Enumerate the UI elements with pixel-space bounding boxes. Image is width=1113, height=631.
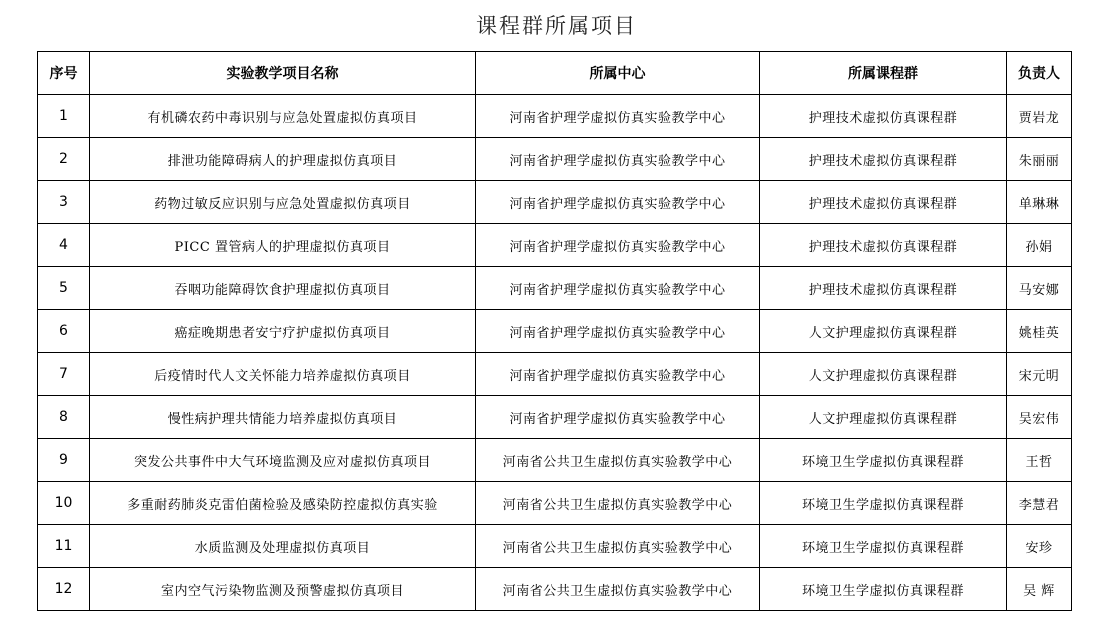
cell-index: 2 — [38, 138, 90, 181]
table-row — [38, 95, 1072, 138]
table-row — [38, 181, 1072, 224]
cell-index: 6 — [38, 310, 90, 353]
cell-project-name: 癌症晚期患者安宁疗护虚拟仿真项目 — [90, 310, 476, 353]
cell-owner: 贾岩龙 — [1007, 95, 1072, 138]
header-course-group: 所属课程群 — [760, 52, 1007, 95]
project-table — [37, 51, 1072, 611]
cell-center: 河南省公共卫生虚拟仿真实验教学中心 — [476, 568, 760, 611]
cell-center: 河南省公共卫生虚拟仿真实验教学中心 — [476, 525, 760, 568]
cell-project-name: PICC 置管病人的护理虚拟仿真项目 — [90, 224, 476, 267]
cell-owner: 朱丽丽 — [1007, 138, 1072, 181]
cell-index: 11 — [38, 525, 90, 568]
cell-course-group: 环境卫生学虚拟仿真课程群 — [760, 439, 1007, 482]
cell-project-name: 药物过敏反应识别与应急处置虚拟仿真项目 — [90, 181, 476, 224]
cell-owner: 吴 辉 — [1007, 568, 1072, 611]
cell-index: 5 — [38, 267, 90, 310]
table-row — [38, 224, 1072, 267]
cell-course-group: 环境卫生学虚拟仿真课程群 — [760, 568, 1007, 611]
cell-owner: 李慧君 — [1007, 482, 1072, 525]
cell-course-group: 护理技术虚拟仿真课程群 — [760, 138, 1007, 181]
cell-owner: 王哲 — [1007, 439, 1072, 482]
cell-center: 河南省护理学虚拟仿真实验教学中心 — [476, 310, 760, 353]
cell-owner: 安珍 — [1007, 525, 1072, 568]
header-project-name: 实验教学项目名称 — [90, 52, 476, 95]
cell-owner: 单琳琳 — [1007, 181, 1072, 224]
cell-project-name: 多重耐药肺炎克雷伯菌检验及感染防控虚拟仿真实验 — [90, 482, 476, 525]
cell-course-group: 护理技术虚拟仿真课程群 — [760, 181, 1007, 224]
cell-center: 河南省公共卫生虚拟仿真实验教学中心 — [476, 439, 760, 482]
cell-course-group: 护理技术虚拟仿真课程群 — [760, 267, 1007, 310]
cell-index: 9 — [38, 439, 90, 482]
table-row — [38, 525, 1072, 568]
cell-index: 8 — [38, 396, 90, 439]
cell-course-group: 环境卫生学虚拟仿真课程群 — [760, 482, 1007, 525]
table-row — [38, 138, 1072, 181]
cell-center: 河南省护理学虚拟仿真实验教学中心 — [476, 267, 760, 310]
cell-center: 河南省护理学虚拟仿真实验教学中心 — [476, 138, 760, 181]
table-row — [38, 482, 1072, 525]
cell-center: 河南省护理学虚拟仿真实验教学中心 — [476, 181, 760, 224]
cell-owner: 孙娟 — [1007, 224, 1072, 267]
cell-center: 河南省护理学虚拟仿真实验教学中心 — [476, 396, 760, 439]
cell-index: 4 — [38, 224, 90, 267]
cell-owner: 马安娜 — [1007, 267, 1072, 310]
table-row — [38, 267, 1072, 310]
cell-owner: 姚桂英 — [1007, 310, 1072, 353]
cell-course-group: 人文护理虚拟仿真课程群 — [760, 353, 1007, 396]
cell-project-name: 室内空气污染物监测及预警虚拟仿真项目 — [90, 568, 476, 611]
cell-course-group: 护理技术虚拟仿真课程群 — [760, 224, 1007, 267]
table-row — [38, 568, 1072, 611]
cell-project-name: 后疫情时代人文关怀能力培养虚拟仿真项目 — [90, 353, 476, 396]
cell-owner: 吴宏伟 — [1007, 396, 1072, 439]
table-row — [38, 439, 1072, 482]
table-row — [38, 310, 1072, 353]
cell-project-name: 水质监测及处理虚拟仿真项目 — [90, 525, 476, 568]
header-row — [38, 52, 1072, 95]
table-row — [38, 396, 1072, 439]
cell-course-group: 环境卫生学虚拟仿真课程群 — [760, 525, 1007, 568]
cell-index: 10 — [38, 482, 90, 525]
cell-index: 1 — [38, 95, 90, 138]
cell-center: 河南省公共卫生虚拟仿真实验教学中心 — [476, 482, 760, 525]
header-index: 序号 — [38, 52, 90, 95]
header-owner: 负责人 — [1007, 52, 1072, 95]
cell-course-group: 护理技术虚拟仿真课程群 — [760, 95, 1007, 138]
cell-center: 河南省护理学虚拟仿真实验教学中心 — [476, 95, 760, 138]
cell-course-group: 人文护理虚拟仿真课程群 — [760, 396, 1007, 439]
cell-project-name: 吞咽功能障碍饮食护理虚拟仿真项目 — [90, 267, 476, 310]
cell-project-name: 慢性病护理共情能力培养虚拟仿真项目 — [90, 396, 476, 439]
cell-center: 河南省护理学虚拟仿真实验教学中心 — [476, 224, 760, 267]
header-center: 所属中心 — [476, 52, 760, 95]
cell-project-name: 突发公共事件中大气环境监测及应对虚拟仿真项目 — [90, 439, 476, 482]
cell-project-name: 有机磷农药中毒识别与应急处置虚拟仿真项目 — [90, 95, 476, 138]
cell-index: 12 — [38, 568, 90, 611]
cell-owner: 宋元明 — [1007, 353, 1072, 396]
cell-project-name: 排泄功能障碍病人的护理虚拟仿真项目 — [90, 138, 476, 181]
page-title: 课程群所属项目 — [476, 14, 637, 38]
cell-index: 3 — [38, 181, 90, 224]
cell-index: 7 — [38, 353, 90, 396]
cell-course-group: 人文护理虚拟仿真课程群 — [760, 310, 1007, 353]
table-row — [38, 353, 1072, 396]
cell-center: 河南省护理学虚拟仿真实验教学中心 — [476, 353, 760, 396]
